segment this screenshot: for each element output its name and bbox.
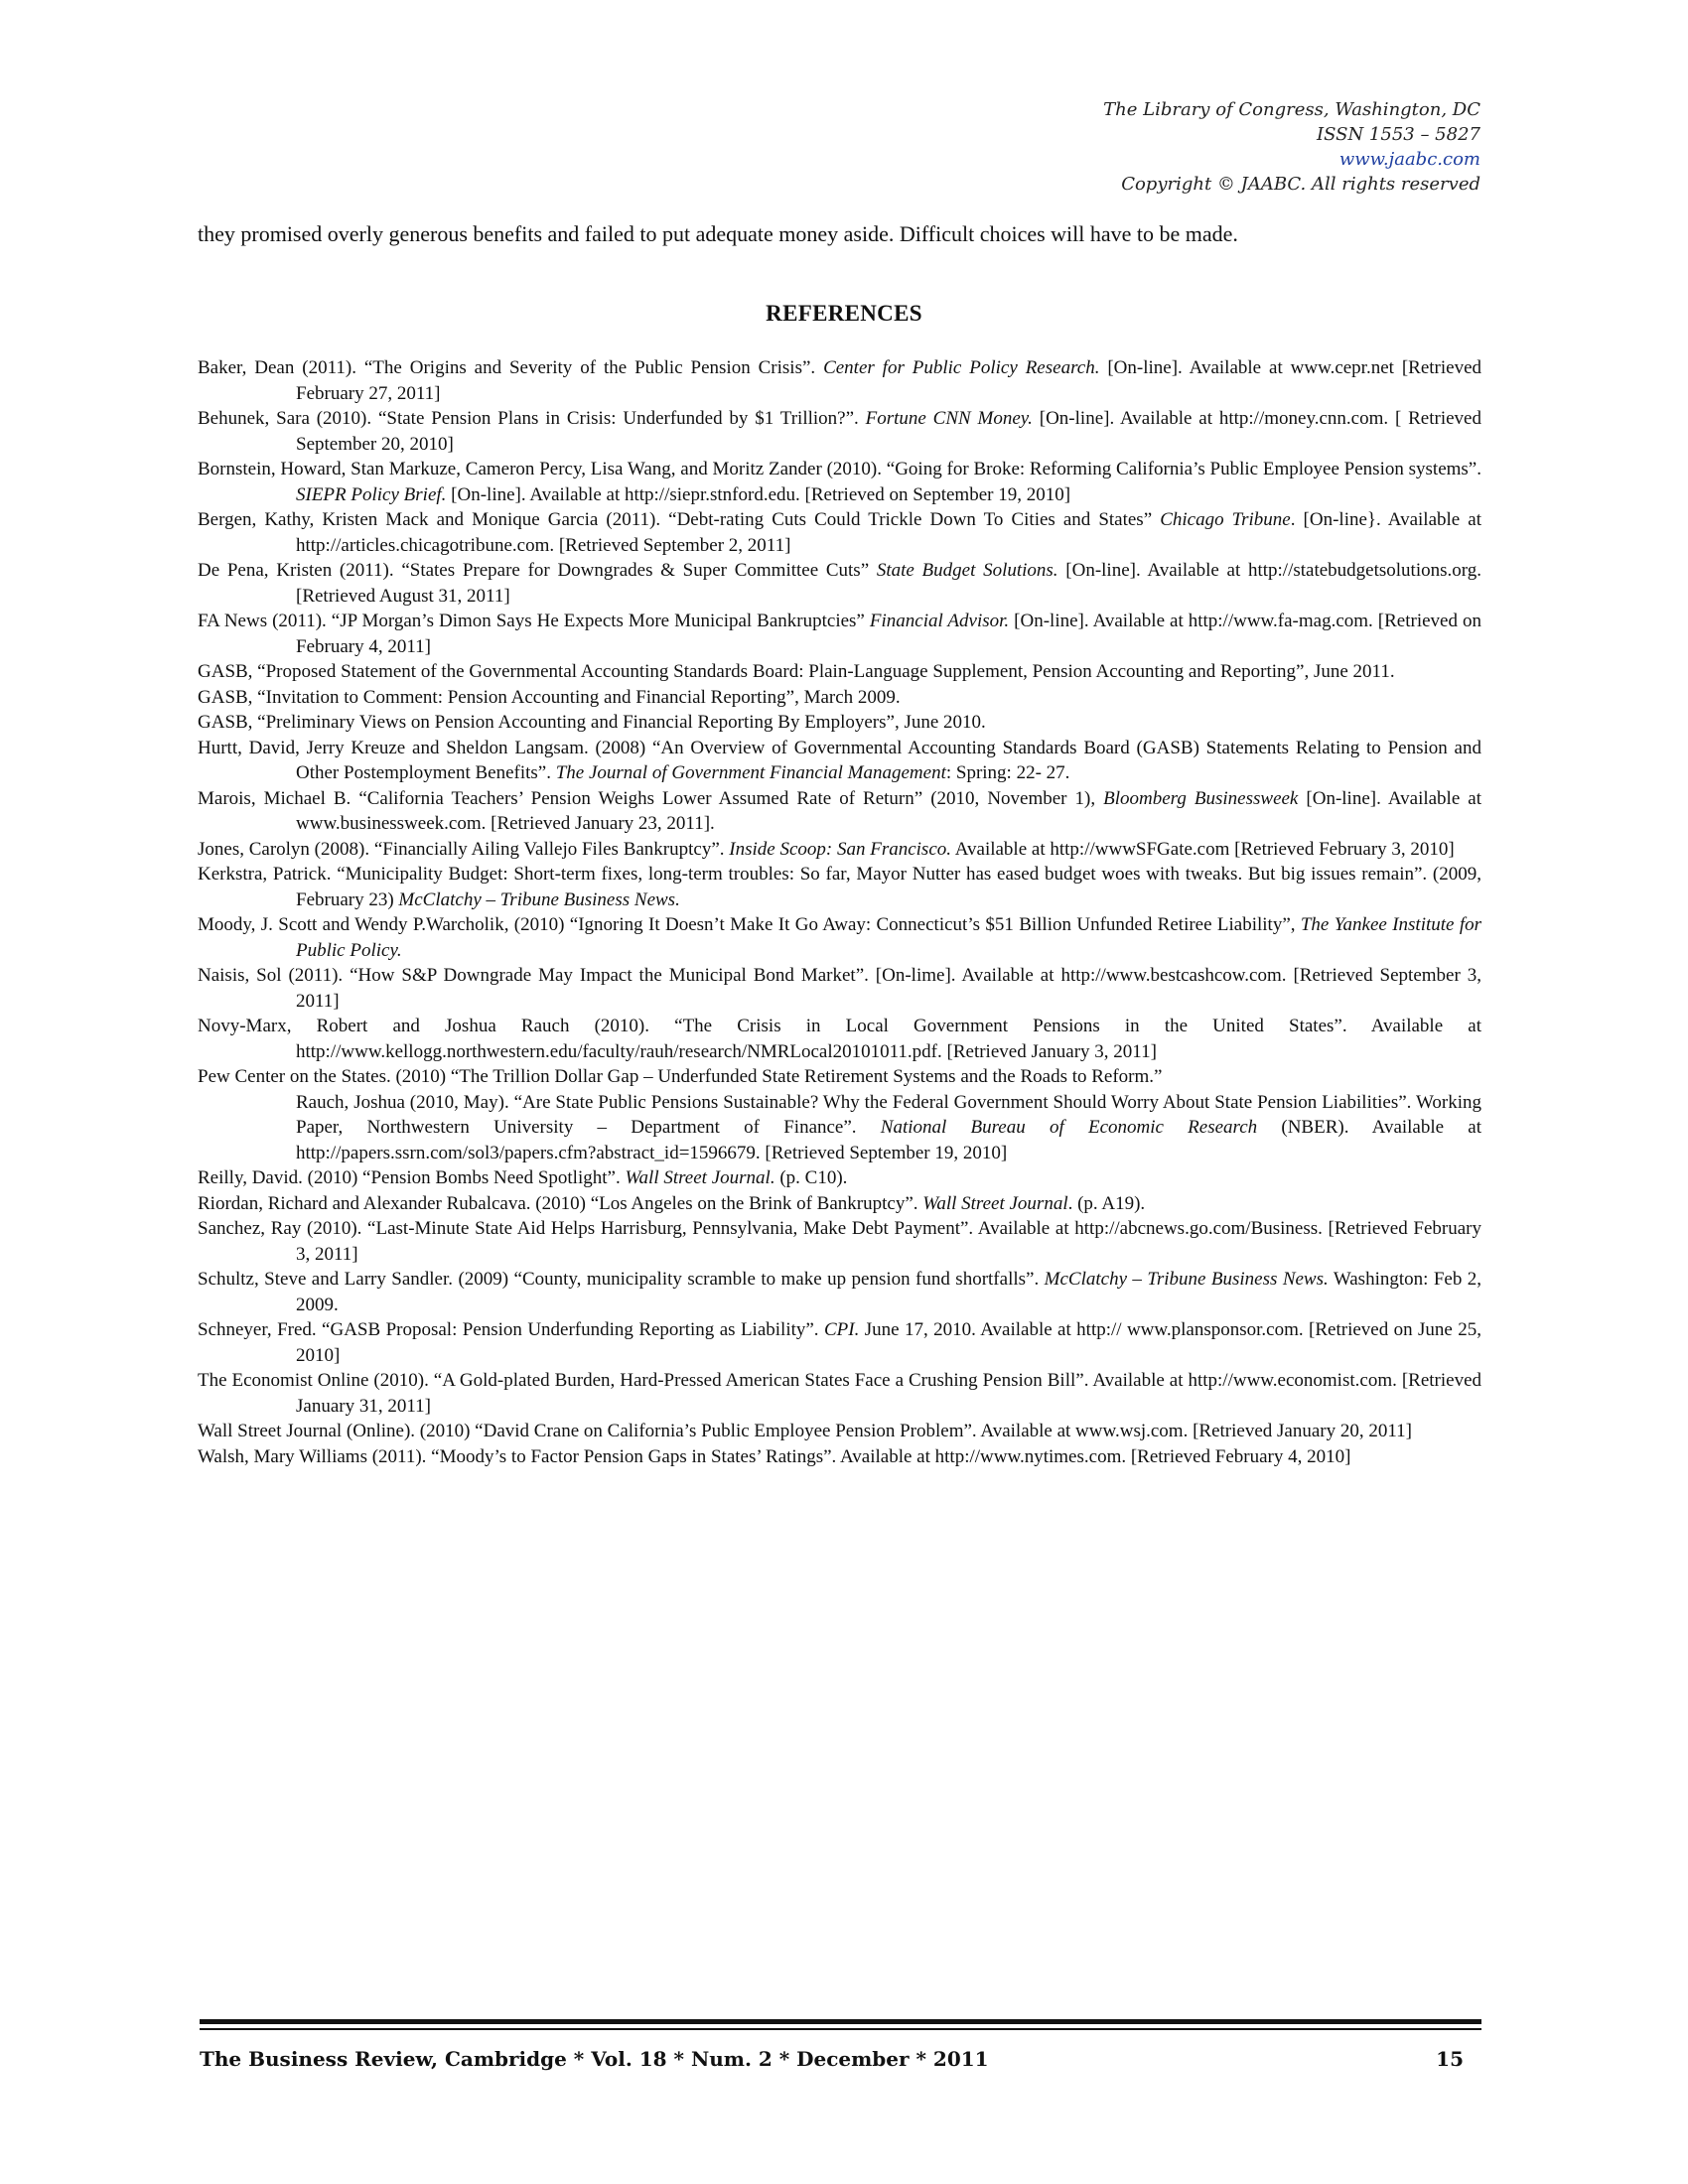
reference-source-title: CPI. [823,1319,860,1340]
reference-entry [198,786,1481,837]
reference-source-title: McClatchy – Tribune Business News. [398,888,680,910]
reference-entry [198,1165,1481,1191]
reference-source-title: McClatchy – Tribune Business News. [1044,1269,1329,1290]
reference-text: Riordan, Richard and Alexander Rubalcava. (2010) “Los Angeles on the Brink of Bankruptcy”. [198,1192,923,1214]
reference-text-tail: . (p. A19). [1067,1192,1146,1214]
reference-entry [198,1064,1481,1090]
reference-entry [198,355,1481,406]
reference-entry [198,609,1481,659]
reference-text-tail: [On-line]. Available at www.businessweek.com. [Retrieved January 23, 2011]. [296,787,1482,834]
reference-text: Reilly, David. (2010) “Pension Bombs Need Spotlight”. [198,1167,626,1188]
reference-entry [198,1444,1481,1470]
header-library: The Library of Congress, Washington, DC [1103,99,1480,120]
reference-entry [198,837,1481,863]
reference-entry [198,1191,1481,1217]
reference-source-title: Inside Scoop: San Francisco. [729,838,951,860]
reference-text: GASB, “Preliminary Views on Pension Accounting and Financial Reporting By Employers”, June 2010. [198,712,986,733]
reference-text: Baker, Dean (2011). “The Origins and Severity of the Public Pension Crisis”. [198,357,824,378]
running-header [1103,97,1480,197]
footer-journal-info: The Business Review, Cambridge * Vol. 18 * Num. 2 * December * 2011 [200,2047,989,2071]
reference-text-tail: [On-line]. Available at http://statebudgetsolutions.org. [Retrieved August 31, 2011] [296,560,1481,607]
reference-text: Behunek, Sara (2010). “State Pension Plans in Crisis: Underfunded by $1 Trillion?”. [198,408,866,429]
reference-source-title: The Yankee Institute for Public Policy. [296,914,1481,961]
reference-entry [198,912,1481,963]
reference-text: Walsh, Mary Williams (2011). “Moody’s to Factor Pension Gaps in States’ Ratings”. Available at http://www.nytimes.com. [Retrieved February 4, 2010] [198,1445,1351,1467]
reference-text: Bergen, Kathy, Kristen Mack and Monique Garcia (2011). “Debt-rating Cuts Could Trickle Down To Cities and States” [198,509,1161,530]
reference-source-title: Financial Advisor. [869,611,1010,631]
reference-text: Schneyer, Fred. “GASB Proposal: Pension Underfunding Reporting as Liability”. [198,1319,824,1340]
reference-source-title: SIEPR Policy Brief. [296,483,447,505]
reference-entry [198,507,1481,558]
reference-entry [198,406,1481,457]
reference-text: Novy-Marx, Robert and Joshua Rauch (2010). “The Crisis in Local Government Pensions in the United States”. Available at http://www.kellogg.northwestern.edu/faculty/rauh/research/NMRLocal20101011.pdf. [Retrieved January 3, 2011] [198,1016,1481,1062]
reference-text: Schultz, Steve and Larry Sandler. (2009) “County, municipality scramble to make up pension fund shortfalls”. [198,1269,1045,1290]
footer-rule-thin [200,2028,1481,2030]
reference-source-title: Wall Street Journal. [625,1167,775,1188]
reference-text: Bornstein, Howard, Stan Markuze, Cameron Percy, Lisa Wang, and Moritz Zander (2010). “Going for Broke: Reforming California’s Public Employee Pension systems”. [198,459,1481,479]
reference-source-title: Fortune CNN Money. [865,408,1033,429]
reference-source-title: Center for Public Policy Research. [823,357,1100,378]
reference-text: Hurtt, David, Jerry Kreuze and Sheldon Langsam. (2008) “An Overview of Governmental Accounting Standards Board (GASB) Statements Relating to Pension and Other Postemployment Benefits”. [198,737,1481,783]
reference-entry [198,659,1481,685]
reference-text: Marois, Michael B. “California Teachers’ Pension Weighs Lower Assumed Rate of Return” (2010, November 1), [198,787,1104,809]
header-issn: ISSN 1553 – 5827 [1317,124,1480,145]
reference-text: FA News (2011). “JP Morgan’s Dimon Says He Expects More Municipal Bankruptcies” [198,611,870,631]
reference-entry [198,862,1481,912]
page-footer [200,2047,1464,2071]
reference-text: Moody, J. Scott and Wendy P.Warcholik, (2010) “Ignoring It Doesn’t Make It Go Away: Connecticut’s $51 Billion Unfunded Retiree Liability”, [198,914,1301,935]
reference-entry [198,558,1481,609]
reference-entry [198,1090,1481,1166]
reference-text: Wall Street Journal (Online). (2010) “David Crane on California’s Public Employee Pension Problem”. Available at www.wsj.com. [Retrieved January 20, 2011] [198,1421,1412,1441]
reference-text-tail: [On-line]. Available at http://siepr.stnford.edu. [Retrieved on September 19, 2010] [446,483,1071,505]
reference-entry [198,1419,1481,1444]
reference-text-tail: [On-line]. Available at http://www.fa-mag.com. [Retrieved on February 4, 2011] [296,611,1481,657]
reference-entry [198,710,1481,736]
reference-entry [198,736,1481,786]
header-website-link[interactable]: www.jaabc.com [1338,149,1480,170]
reference-text-tail: [On-line]. Available at http://money.cnn.com. [ Retrieved September 20, 2010] [296,408,1481,455]
reference-text-tail: June 17, 2010. Available at http:// www.plansponsor.com. [Retrieved on June 25, 2010] [296,1319,1481,1366]
reference-text: Jones, Carolyn (2008). “Financially Ailing Vallejo Files Bankruptcy”. [198,838,730,860]
reference-source-title: Wall Street Journal [922,1192,1068,1214]
reference-text: Naisis, Sol (2011). “How S&P Downgrade May Impact the Municipal Bond Market”. [On-lime]. Available at http://www.bestcashcow.com. [Retrieved September 3, 2011] [198,965,1481,1012]
reference-entry [198,685,1481,711]
reference-text-tail: Available at http://wwwSFGate.com [Retrieved February 3, 2010] [951,838,1455,860]
reference-text: The Economist Online (2010). “A Gold-plated Burden, Hard-Pressed American States Face a Crushing Pension Bill”. Available at http://www.economist.com. [Retrieved January 31, 2011] [198,1370,1481,1417]
reference-text: De Pena, Kristen (2011). “States Prepare for Downgrades & Super Committee Cuts” [198,560,877,581]
footer-rule-thick [200,2019,1481,2024]
reference-text: GASB, “Invitation to Comment: Pension Accounting and Financial Reporting”, March 2009. [198,686,901,708]
reference-entry [198,1014,1481,1064]
reference-source-title: Chicago Tribune [1160,509,1291,530]
reference-entry [198,1267,1481,1317]
reference-text: Rauch, Joshua (2010, May). “Are State Public Pensions Sustainable? Why the Federal Government Should Worry About State Pension Liabilities”. Working Paper, Northwestern University – Department of Finance”. [296,1091,1481,1138]
reference-entry [198,457,1481,507]
reference-source-title: Bloomberg Businessweek [1103,787,1299,809]
reference-text-tail: . [On-line}. Available at http://articles.chicagotribune.com. [Retrieved September 2, 2011] [296,509,1481,556]
reference-text: Sanchez, Ray (2010). “Last-Minute State Aid Helps Harrisburg, Pennsylvania, Make Debt Payment”. Available at http://abcnews.go.com/Business. [Retrieved February 3, 2011] [198,1218,1481,1265]
reference-text: Pew Center on the States. (2010) “The Trillion Dollar Gap – Underfunded State Retirement Systems and the Roads to Reform.” [198,1066,1163,1087]
reference-text: Kerkstra, Patrick. “Municipality Budget: Short-term fixes, long-term troubles: So far, Mayor Nutter has eased budget woes with tweaks. But big issues remain”. (2009, February 23) [198,864,1481,910]
reference-text-tail: : Spring: 22- 27. [945,762,1070,783]
references-heading: REFERENCES [766,301,922,326]
reference-text-tail: [On-line]. Available at www.cepr.net [Retrieved February 27, 2011] [296,357,1482,404]
body-paragraph: they promised overly generous benefits and failed to put adequate money aside. Difficult choices will have to be made. [198,221,1238,246]
reference-source-title: State Budget Solutions. [876,560,1058,581]
reference-text-tail: Washington: Feb 2, 2009. [296,1269,1482,1315]
reference-source-title: The Journal of Government Financial Management [555,762,946,783]
reference-entry [198,1368,1481,1419]
page-number: 15 [1436,2047,1464,2071]
reference-source-title: National Bureau of Economic Research [880,1117,1258,1138]
reference-entry [198,1216,1481,1267]
reference-entry [198,963,1481,1014]
reference-text-tail: (p. C10). [774,1167,848,1188]
references-list [198,355,1481,1469]
reference-text-tail: (NBER). Available at http://papers.ssrn.com/sol3/papers.cfm?abstract_id=1596679. [Retrieved September 19, 2010] [296,1117,1482,1163]
reference-entry [198,1317,1481,1368]
header-copyright: Copyright © JAABC. All rights reserved [1121,174,1480,195]
reference-text: GASB, “Proposed Statement of the Governmental Accounting Standards Board: Plain-Language Supplement, Pension Accounting and Reporting”, June 2011. [198,661,1395,682]
